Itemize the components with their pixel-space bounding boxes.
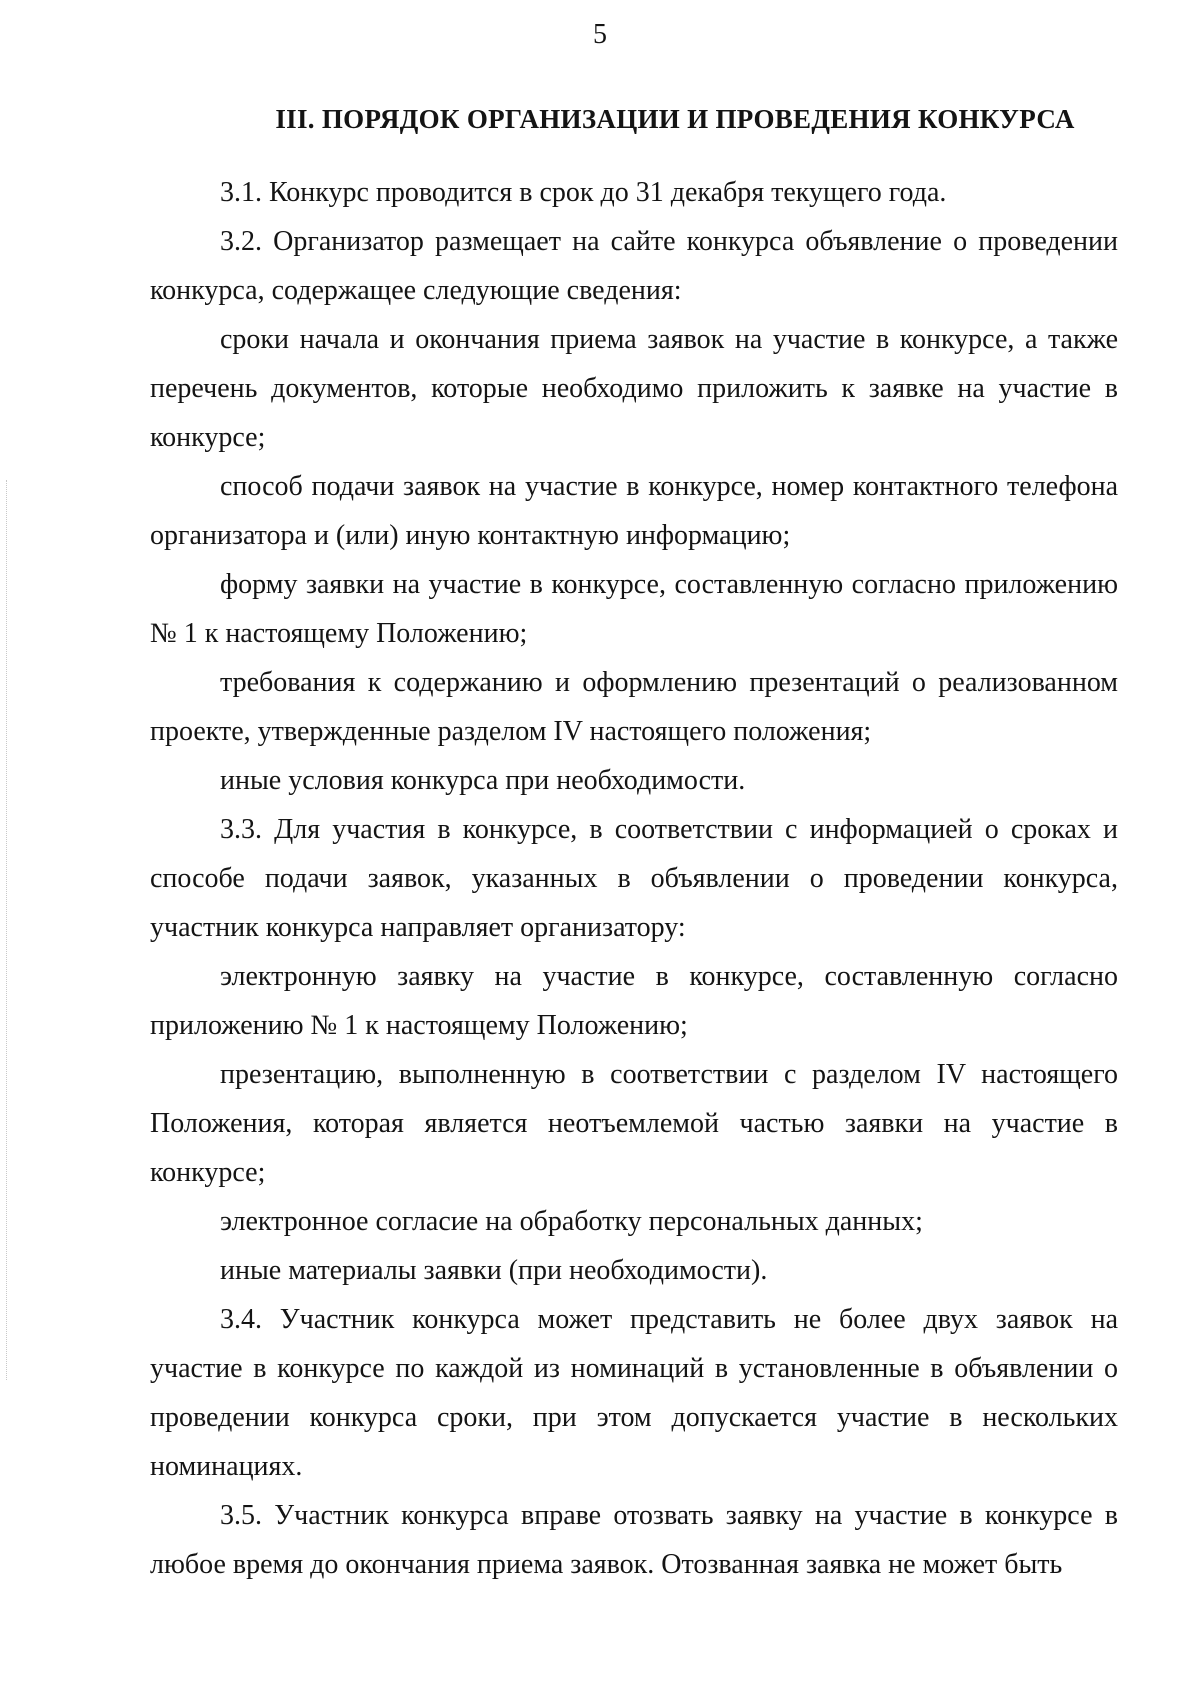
- scan-margin-line: [6, 480, 8, 1380]
- list-item-other-conditions: иные условия конкурса при необходимости.: [220, 765, 746, 796]
- list-item-presentation: презентацию, выполненную в соответствии с разделом IV настоящего Положения, которая является неотъемлемой частью заявки на участие в конкурсе;: [150, 1059, 1118, 1188]
- section-heading: III. ПОРЯДОК ОРГАНИЗАЦИИ И ПРОВЕДЕНИЯ КОНКУРСА: [275, 104, 1075, 134]
- list-item-data-consent: электронное согласие на обработку персональных данных;: [220, 1206, 923, 1237]
- paragraph-3-5: 3.5. Участник конкурса вправе отозвать заявку на участие в конкурсе в любое время до окончания приема заявок. Отозванная заявка не может быть: [150, 1500, 1118, 1580]
- list-item-deadlines: сроки начала и окончания приема заявок на участие в конкурсе, а также перечень документов, которые необходимо приложить к заявке на участие в конкурсе;: [150, 324, 1118, 453]
- page-number: 5: [593, 19, 607, 50]
- list-item-submission-method: способ подачи заявок на участие в конкурсе, номер контактного телефона организатора и (или) иную контактную информацию;: [150, 471, 1118, 551]
- list-item-presentation-requirements: требования к содержанию и оформлению презентаций о реализованном проекте, утвержденные разделом IV настоящего положения;: [150, 667, 1118, 747]
- paragraph-3-3: 3.3. Для участия в конкурсе, в соответствии с информацией о сроках и способе подачи заявок, указанных в объявлении о проведении конкурса, участник конкурса направляет организатору:: [150, 814, 1118, 943]
- list-item-electronic-application: электронную заявку на участие в конкурсе, составленную согласно приложению № 1 к настоящему Положению;: [150, 961, 1118, 1041]
- paragraph-3-4: 3.4. Участник конкурса может представить не более двух заявок на участие в конкурсе по каждой из номинаций в установленные в объявлении о проведении конкурса сроки, при этом допускается участие в нескольких номинациях.: [150, 1304, 1118, 1482]
- paragraph-3-2: 3.2. Организатор размещает на сайте конкурса объявление о проведении конкурса, содержащее следующие сведения:: [150, 226, 1118, 306]
- list-item-application-form: форму заявки на участие в конкурсе, составленную согласно приложению № 1 к настоящему Положению;: [150, 569, 1118, 649]
- list-item-other-materials: иные материалы заявки (при необходимости).: [220, 1255, 768, 1286]
- paragraph-3-1: 3.1. Конкурс проводится в срок до 31 декабря текущего года.: [220, 177, 947, 208]
- document-body: [150, 168, 1118, 1589]
